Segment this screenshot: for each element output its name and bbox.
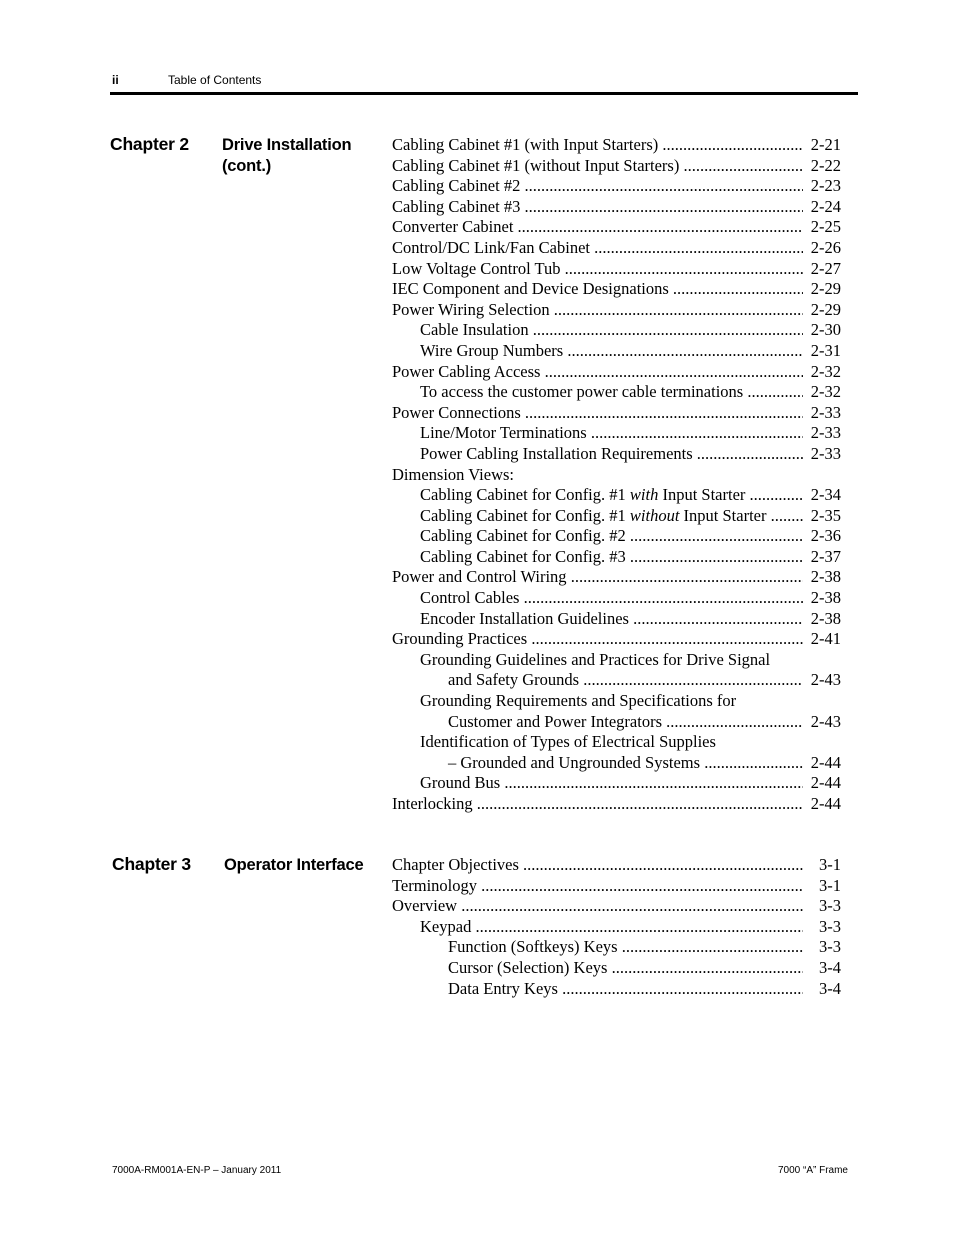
- toc-entry-text: Input Starter: [658, 485, 750, 505]
- toc-entry-title: [392, 300, 803, 321]
- toc-entry: [392, 485, 841, 506]
- toc-entry-text: Customer and Power Integrators: [448, 711, 667, 731]
- toc-entry-title: [392, 876, 803, 897]
- toc-entry-text: and Safety Grounds: [448, 670, 584, 690]
- toc-entry-page: 3-3: [819, 937, 841, 957]
- toc-entry-page: 2-38: [810, 588, 841, 608]
- toc-entry-title: [392, 609, 803, 630]
- toc-entry: [392, 876, 841, 897]
- toc-entry: [392, 341, 841, 362]
- toc-entry-title: [392, 444, 803, 465]
- toc-entry-title: [392, 794, 803, 815]
- toc-entry-page: 2-24: [810, 196, 841, 216]
- toc-entry-page: 2-37: [810, 546, 841, 566]
- chapter-3-toc: [392, 855, 841, 999]
- toc-entry: [392, 958, 841, 979]
- toc-entry-text: Cabling Cabinet #2: [392, 176, 525, 196]
- toc-entry-title: [392, 176, 803, 197]
- toc-entry-title: [392, 917, 803, 938]
- chapter-title-line: Operator Interface: [224, 856, 364, 874]
- chapter-2-toc: [392, 135, 841, 815]
- toc-entry-text: Grounding Requirements and Specifications for: [420, 691, 737, 711]
- toc-entry: [392, 629, 841, 650]
- toc-entry-text: Function (Softkeys) Keys: [448, 937, 622, 957]
- toc-entry: [392, 465, 841, 486]
- toc-entry-title: [392, 650, 803, 671]
- toc-entry-text: Keypad: [420, 916, 476, 936]
- running-header: [110, 72, 858, 95]
- toc-entry-title: [392, 217, 803, 238]
- toc-entry-page: 2-41: [810, 629, 841, 649]
- toc-entry-text: Cabling Cabinet for Config. #1: [420, 485, 630, 505]
- toc-entry: [392, 300, 841, 321]
- toc-entry: [392, 773, 841, 794]
- toc-entry-text: without: [629, 505, 680, 525]
- toc-entry-page: 2-33: [810, 423, 841, 443]
- toc-entry-page: 2-21: [810, 135, 841, 154]
- toc-entry-page: 3-1: [819, 875, 841, 895]
- toc-entry-page: 2-23: [810, 176, 841, 196]
- toc-entry: [392, 609, 841, 630]
- toc-entry-page: 2-33: [810, 443, 841, 463]
- toc-entry-page: 3-3: [819, 916, 841, 936]
- chapter-2-title: [222, 135, 351, 177]
- chapter-3-title: [224, 855, 363, 876]
- toc-entry-title: [392, 691, 803, 712]
- toc-entry: [392, 567, 841, 588]
- toc-entry: [392, 135, 841, 156]
- toc-entry-title: [392, 506, 803, 527]
- toc-entry-title: [392, 423, 803, 444]
- page-number: ii: [112, 73, 119, 87]
- toc-entry-page: 2-44: [810, 773, 841, 793]
- toc-entry-page: 2-30: [810, 320, 841, 340]
- toc-entry-text: Low Voltage Control Tub: [392, 258, 565, 278]
- toc-entry-text: Input Starter: [679, 505, 771, 525]
- toc-entry-title: [392, 567, 803, 588]
- toc-entry-title: [392, 526, 803, 547]
- toc-entry-text: Grounding Guidelines and Practices for Drive Signal: [420, 649, 771, 669]
- toc-entry-title: [392, 958, 803, 979]
- toc-entry: [392, 937, 841, 958]
- toc-entry-text: Power Cabling Access: [392, 361, 545, 381]
- header-title: Table of Contents: [168, 73, 262, 87]
- toc-entry-title: [392, 279, 803, 300]
- toc-entry: [392, 526, 841, 547]
- toc-entry-text: Terminology: [392, 875, 482, 895]
- toc-entry-title: [392, 403, 803, 424]
- toc-entry-page: 2-44: [810, 794, 841, 813]
- toc-entry: [392, 588, 841, 609]
- toc-entry-text: Cabling Cabinet for Config. #1: [420, 505, 630, 525]
- toc-entry-page: 2-36: [810, 526, 841, 546]
- chapter-title-line: Drive Installation: [222, 136, 352, 154]
- toc-entry-title: [392, 485, 803, 506]
- toc-entry-page: 2-27: [810, 258, 841, 278]
- toc-entry-page: 2-32: [810, 382, 841, 402]
- toc-entry: [392, 670, 841, 691]
- toc-entry: [392, 176, 841, 197]
- toc-entry-title: [392, 712, 803, 733]
- toc-entry-text: Data Entry Keys: [448, 978, 563, 998]
- toc-entry-page: 2-22: [810, 155, 841, 175]
- toc-entry-text: Cabling Cabinet for Config. #3: [420, 546, 630, 566]
- toc-entry-title: [392, 320, 803, 341]
- toc-entry-text: Grounding Practices: [392, 629, 532, 649]
- toc-entry-text: Cabling Cabinet #3: [392, 196, 525, 216]
- toc-entry: [392, 362, 841, 383]
- toc-entry-text: Overview: [392, 896, 462, 916]
- toc-entry-title: [392, 465, 803, 486]
- toc-entry-text: Cabling Cabinet #1 (without Input Starters): [392, 155, 684, 175]
- toc-entry: [392, 855, 841, 876]
- toc-entry-page: 2-34: [810, 485, 841, 505]
- toc-entry-text: Power Connections: [392, 402, 525, 422]
- toc-entry-title: [392, 341, 803, 362]
- chapter-2-label: Chapter 2: [110, 134, 189, 154]
- toc-entry-page: 2-43: [810, 670, 841, 690]
- toc-entry: [392, 732, 841, 753]
- footer-left: 7000A-RM001A-EN-P – January 2011: [112, 1165, 282, 1176]
- toc-entry-title: [392, 135, 803, 156]
- toc-entry: [392, 650, 841, 671]
- toc-entry-page: 3-4: [819, 957, 841, 977]
- toc-entry-text: Identification of Types of Electrical Supplies: [420, 732, 716, 752]
- toc-entry-title: [392, 773, 803, 794]
- toc-entry: [392, 896, 841, 917]
- toc-entry-text: Dimension Views:: [392, 464, 514, 484]
- toc-entry-page: 2-25: [810, 217, 841, 237]
- toc-entry-page: 2-38: [810, 567, 841, 587]
- toc-entry-text: Control Cables: [420, 588, 524, 608]
- toc-entry: [392, 794, 841, 815]
- toc-entry-page: 2-43: [810, 711, 841, 731]
- toc-entry-title: [392, 629, 803, 650]
- toc-entry: [392, 444, 841, 465]
- toc-entry-text: Control/DC Link/Fan Cabinet: [392, 237, 595, 257]
- toc-entry-page: 3-4: [819, 978, 841, 998]
- toc-entry-title: [392, 670, 803, 691]
- toc-entry-page: 2-29: [810, 279, 841, 299]
- toc-entry-title: [392, 732, 803, 753]
- toc-entry: [392, 156, 841, 177]
- toc-entry-text: Power Cabling Installation Requirements: [420, 443, 697, 463]
- toc-entry-title: [392, 382, 803, 403]
- chapter-title-line: (cont.): [222, 157, 272, 175]
- toc-entry-title: [392, 855, 803, 876]
- chapter-3-label: Chapter 3: [112, 854, 191, 874]
- footer-right: 7000 “A” Frame: [777, 1165, 848, 1176]
- toc-entry: [392, 691, 841, 712]
- toc-entry-text: Converter Cabinet: [392, 217, 518, 237]
- toc-entry-text: Cabling Cabinet #1 (with Input Starters): [392, 135, 663, 154]
- toc-entry-title: [392, 753, 803, 774]
- toc-entry-text: Cable Insulation: [420, 320, 533, 340]
- toc-entry: [392, 382, 841, 403]
- toc-entry-page: 2-29: [810, 299, 841, 319]
- toc-entry: [392, 423, 841, 444]
- toc-entry-page: 2-31: [810, 340, 841, 360]
- toc-entry: [392, 197, 841, 218]
- toc-entry-page: 2-35: [810, 505, 841, 525]
- toc-entry: [392, 753, 841, 774]
- toc-entry: [392, 279, 841, 300]
- toc-entry-page: 2-38: [810, 608, 841, 628]
- toc-entry-page: 2-32: [810, 361, 841, 381]
- toc-entry-text: Ground Bus: [420, 773, 505, 793]
- toc-entry-title: [392, 156, 803, 177]
- toc-entry-title: [392, 238, 803, 259]
- toc-entry: [392, 712, 841, 733]
- toc-entry-text: Cursor (Selection) Keys: [448, 957, 612, 977]
- toc-entry: [392, 403, 841, 424]
- toc-entry-title: [392, 547, 803, 568]
- toc-entry-page: 3-3: [819, 896, 841, 916]
- toc-entry-text: Chapter Objectives: [392, 855, 524, 874]
- toc-entry: [392, 320, 841, 341]
- toc-entry: [392, 238, 841, 259]
- toc-entry-title: [392, 588, 803, 609]
- toc-entry-title: [392, 259, 803, 280]
- toc-entry-page: 2-33: [810, 402, 841, 422]
- toc-entry-title: [392, 937, 803, 958]
- toc-entry-title: [392, 896, 803, 917]
- toc-entry-title: [392, 979, 803, 1000]
- toc-entry-text: IEC Component and Device Designations: [392, 279, 673, 299]
- toc-entry-text: Wire Group Numbers: [420, 340, 568, 360]
- toc-entry-text: Interlocking: [392, 794, 477, 813]
- toc-entry-page: 3-1: [819, 855, 841, 874]
- toc-entry: [392, 259, 841, 280]
- toc-entry-text: Power and Control Wiring: [392, 567, 571, 587]
- toc-entry-text: with: [629, 485, 659, 505]
- toc-entry-text: Encoder Installation Guidelines: [420, 608, 634, 628]
- toc-entry: [392, 917, 841, 938]
- toc-entry-text: To access the customer power cable terminations: [420, 382, 748, 402]
- toc-entry-page: 2-44: [810, 752, 841, 772]
- toc-entry-text: Line/Motor Terminations: [420, 423, 591, 443]
- toc-entry: [392, 506, 841, 527]
- toc-entry: [392, 979, 841, 1000]
- toc-entry-text: Cabling Cabinet for Config. #2: [420, 526, 630, 546]
- toc-entry-title: [392, 362, 803, 383]
- toc-entry: [392, 547, 841, 568]
- toc-entry-text: – Grounded and Ungrounded Systems: [448, 752, 705, 772]
- toc-entry-page: 2-26: [810, 237, 841, 257]
- toc-entry-text: Power Wiring Selection: [392, 299, 554, 319]
- toc-entry: [392, 217, 841, 238]
- toc-entry-title: [392, 197, 803, 218]
